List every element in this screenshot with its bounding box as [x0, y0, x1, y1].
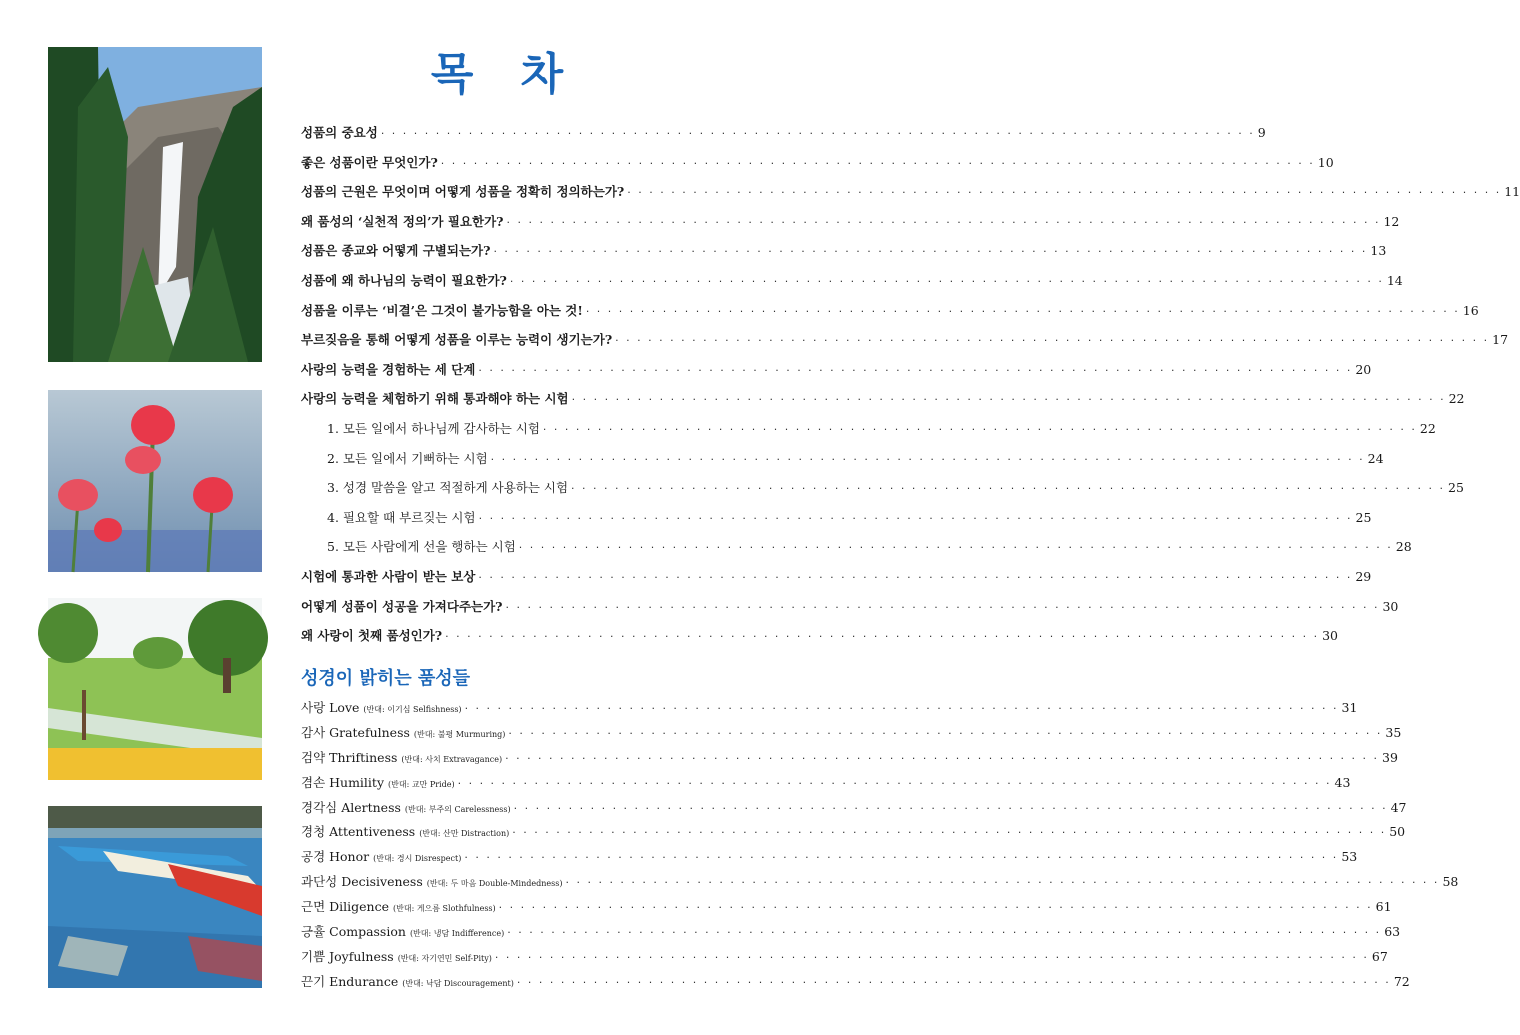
virtue-entry: [301, 870, 1459, 895]
toc-entry: [301, 532, 1412, 562]
toc-entry: [301, 355, 1372, 385]
toc-entry-page: 22: [1419, 420, 1436, 436]
virtue-opposite: (반대: 자기연민 Self-Pity): [397, 953, 492, 963]
virtue-opposite: (반대: 사치 Extravagance): [401, 754, 503, 764]
virtue-opposite: (반대: 불평 Murmuring): [413, 729, 506, 739]
virtue-entry: [301, 746, 1398, 771]
toc-entry-title: 3. 성경 말씀을 알고 적절하게 사용하는 시험: [327, 480, 569, 496]
toc-entry-page: 22: [1448, 391, 1465, 407]
virtue-page: 53: [1341, 849, 1358, 865]
virtue-name: 감사 Gratefulness: [301, 724, 410, 740]
toc-entry-page: 17: [1492, 332, 1509, 348]
dot-leader: · · · · · · · · · · · · · · · · · · · · · · · · · · · · · · · · · · · · · · · · · · · · · · · · · · · · · · · · · · · · · · · · · · · · · · · · · · · · · · · ·: [380, 127, 1255, 140]
dot-leader: · · · · · · · · · · · · · · · · · · · · · · · · · · · · · · · · · · · · · · · · · · · · · · · · · · · · · · · · · · · · · · · · · · · · · · · · · · · · · · · ·: [506, 215, 1381, 229]
canoes-photo: [48, 806, 262, 988]
toc-entry-title: 성품에 왜 하나님의 능력이 필요한가?: [301, 272, 507, 288]
virtue-page: 72: [1393, 973, 1410, 989]
toc-entry-page: 30: [1382, 598, 1399, 614]
virtue-name: 근면 Diligence: [301, 899, 389, 915]
toc-entry-page: 25: [1448, 480, 1464, 496]
virtue-entry: [301, 895, 1392, 920]
dot-leader: · · · · · · · · · · · · · · · · · · · · · · · · · · · · · · · · · · · · · · · · · · · · · · · · · · · · · · · · · · · · · · · · · · · · · · · · · · · · · · · ·: [505, 751, 1380, 765]
dot-leader: · · · · · · · · · · · · · · · · · · · · · · · · · · · · · · · · · · · · · · · · · · · · · · · · · · · · · · · · · · · · · · · · · · · · · · · · · · · · · · · ·: [615, 334, 1490, 348]
virtue-name: 검약 Thriftiness: [301, 749, 398, 765]
virtue-entry: [301, 721, 1402, 746]
dot-leader: · · · · · · · · · · · · · · · · · · · · · · · · · · · · · · · · · · · · · · · · · · · · · · · · · · · · · · · · · · · · · · · · · · · · · · · · · · · · · · · ·: [490, 452, 1365, 466]
toc-entry-page: 25: [1355, 509, 1372, 525]
dot-leader: · · · · · · · · · · · · · · · · · · · · · · · · · · · · · · · · · · · · · · · · · · · · · · · · · · · · · · · · · · · · · · · · · · · · · · · · · · · · · · · ·: [464, 851, 1339, 865]
dot-leader: · · · · · · · · · · · · · · · · · · · · · · · · · · · · · · · · · · · · · · · · · · · · · · · · · · · · · · · · · · · · · · · · · · · · · · · · · · · · · · · ·: [542, 422, 1417, 436]
dot-leader: · · · · · · · · · · · · · · · · · · · · · · · · · · · · · · · · · · · · · · · · · · · · · · · · · · · · · · · · · · · · · · · · · · · · · · · · · · · · · · · ·: [498, 901, 1373, 915]
toc-entry: [301, 207, 1400, 237]
virtue-name: 사랑 Love: [301, 700, 360, 715]
toc-entry-title: 성품을 이루는 ‘비결’은 그것이 불가능함을 아는 것!: [301, 302, 583, 318]
toc-entry-title: 성품의 근원은 무엇이며 어떻게 성품을 정확히 정의하는가?: [301, 184, 625, 200]
virtue-page: 67: [1371, 948, 1388, 964]
virtue-name: 과단성 Decisiveness: [301, 874, 423, 890]
dot-leader: · · · · · · · · · · · · · · · · · · · · · · · · · · · · · · · · · · · · · · · · · · · · · · · · · · · · · · · · · · · · · · · · · · · · · · · · · · · · · · · ·: [508, 726, 1383, 740]
virtue-page: 58: [1442, 874, 1459, 890]
toc-entry-title: 2. 모든 일에서 기뻐하는 시험: [327, 450, 488, 466]
table-of-contents: [301, 118, 1520, 651]
red-flowers-photo: [48, 390, 262, 572]
toc-entry-page: 12: [1383, 213, 1400, 229]
dot-leader: · · · · · · · · · · · · · · · · · · · · · · · · · · · · · · · · · · · · · · · · · · · · · · · · · · · · · · · · · · · · · · · · · · · · · · · · · · · · · · · ·: [585, 304, 1460, 318]
virtue-page: 43: [1334, 774, 1351, 790]
toc-entry-title: 성품은 종교와 어떻게 구별되는가?: [301, 243, 491, 259]
virtue-name: 끈기 Endurance: [301, 973, 399, 989]
virtue-entry: [301, 920, 1401, 945]
toc-entry-page: 13: [1370, 243, 1387, 259]
waterfall-photo: [48, 47, 262, 362]
dot-leader: · · · · · · · · · · · · · · · · · · · · · · · · · · · · · · · · · · · · · · · · · · · · · · · · · · · · · · · · · · · · · · · · · · · · · · · · · · · · · · · ·: [565, 876, 1440, 890]
dot-leader: · · · · · · · · · · · · · · · · · · · · · · · · · · · · · · · · · · · · · · · · · · · · · · · · · · · · · · · · · · · · · · · · · · · · · · · · · · · · · · · ·: [512, 826, 1387, 840]
toc-entry: [301, 384, 1465, 414]
virtue-opposite: (반대: 냉담 Indifference): [409, 929, 505, 939]
virtue-page: 50: [1389, 824, 1406, 840]
toc-entry-page: 14: [1386, 272, 1403, 288]
dot-leader: · · · · · · · · · · · · · · · · · · · · · · · · · · · · · · · · · · · · · · · · · · · · · · · · · · · · · · · · · · · · · · · · · · · · · · · · · · · · · · · ·: [493, 245, 1368, 259]
virtue-name: 긍휼 Compassion: [301, 924, 406, 940]
virtue-name: 공경 Honor: [301, 849, 370, 865]
dot-leader: · · · · · · · · · · · · · · · · · · · · · · · · · · · · · · · · · · · · · · · · · · · · · · · · · · · · · · · · · · · · · · · · · · · · · · · · · · · · · · · ·: [513, 801, 1388, 815]
toc-entry-title: 성품의 중요성: [301, 125, 378, 140]
dot-leader: · · · · · · · · · · · · · · · · · · · · · · · · · · · · · · · · · · · · · · · · · · · · · · · · · · · · · · · · · · · · · · · · · · · · · · · · · · · · · · · ·: [464, 702, 1339, 715]
toc-entry-page: 16: [1462, 302, 1479, 318]
toc-entry: [301, 148, 1334, 178]
virtue-page: 61: [1375, 899, 1392, 915]
toc-entry-page: 24: [1367, 450, 1384, 466]
toc-entry: [301, 503, 1372, 533]
virtue-opposite: (반대: 산만 Distraction): [419, 829, 510, 839]
virtue-name: 겸손 Humility: [301, 774, 385, 790]
virtue-page: 63: [1384, 924, 1401, 940]
toc-entry-page: 30: [1322, 628, 1339, 644]
dot-leader: · · · · · · · · · · · · · · · · · · · · · · · · · · · · · · · · · · · · · · · · · · · · · · · · · · · · · · · · · · · · · · · · · · · · · · · · · · · · · · · ·: [627, 186, 1502, 200]
dot-leader: · · · · · · · · · · · · · · · · · · · · · · · · · · · · · · · · · · · · · · · · · · · · · · · · · · · · · · · · · · · · · · · · · · · · · · · · · · · · · · · ·: [478, 570, 1353, 584]
virtue-name: 기쁨 Joyfulness: [301, 948, 394, 964]
dot-leader: · · · · · · · · · · · · · · · · · · · · · · · · · · · · · · · · · · · · · · · · · · · · · · · · · · · · · · · · · · · · · · · · · · · · · · · · · · · · · · · ·: [445, 630, 1320, 644]
toc-entry-page: 29: [1355, 568, 1372, 584]
dot-leader: · · · · · · · · · · · · · · · · · · · · · · · · · · · · · · · · · · · · · · · · · · · · · · · · · · · · · · · · · · · · · · · · · · · · · · · · · · · · · · · ·: [509, 274, 1384, 288]
toc-entry: [301, 296, 1479, 326]
meadow-photo: [48, 598, 262, 780]
virtue-opposite: (반대: 두 마음 Double-Mindedness): [426, 879, 563, 889]
toc-entry: [301, 414, 1436, 444]
virtue-entry: [301, 771, 1351, 796]
virtue-entry: [301, 845, 1358, 870]
dot-leader: · · · · · · · · · · · · · · · · · · · · · · · · · · · · · · · · · · · · · · · · · · · · · · · · · · · · · · · · · · · · · · · · · · · · · · · · · · · · · · · ·: [478, 363, 1353, 377]
toc-entry-title: 부르짖음을 통해 어떻게 성품을 이루는 능력이 생기는가?: [301, 332, 613, 348]
toc-entry: [301, 562, 1372, 592]
virtue-page: 39: [1382, 749, 1398, 765]
dot-leader: · · · · · · · · · · · · · · · · · · · · · · · · · · · · · · · · · · · · · · · · · · · · · · · · · · · · · · · · · · · · · · · · · · · · · · · · · · · · · · · ·: [518, 541, 1393, 555]
virtue-page: 35: [1385, 724, 1402, 740]
toc-entry: [301, 177, 1520, 207]
virtue-entry: [301, 820, 1406, 845]
toc-entry: [301, 118, 1266, 148]
toc-entry-page: 9: [1257, 125, 1266, 140]
virtue-entry: [301, 945, 1388, 970]
dot-leader: · · · · · · · · · · · · · · · · · · · · · · · · · · · · · · · · · · · · · · · · · · · · · · · · · · · · · · · · · · · · · · · · · · · · · · · · · · · · · · · ·: [440, 156, 1315, 170]
toc-entry-title: 왜 사랑이 첫째 품성인가?: [301, 628, 443, 644]
toc-entry: [301, 621, 1339, 651]
virtue-opposite: (반대: 낙담 Discouragement): [402, 978, 514, 988]
toc-entry-page: 11: [1504, 184, 1520, 200]
virtue-name: 경청 Attentiveness: [301, 824, 416, 840]
dot-leader: · · · · · · · · · · · · · · · · · · · · · · · · · · · · · · · · · · · · · · · · · · · · · · · · · · · · · · · · · · · · · · · · · · · · · · · · · · · · · · · ·: [507, 926, 1382, 940]
virtue-entry: [301, 696, 1358, 721]
virtue-entry: [301, 970, 1410, 995]
toc-entry-title: 왜 품성의 ‘실천적 정의’가 필요한가?: [301, 213, 504, 229]
toc-entry-title: 시험에 통과한 사람이 받는 보상: [301, 568, 476, 584]
toc-entry-title: 어떻게 성품이 성공을 가져다주는가?: [301, 598, 503, 614]
toc-entry-title: 좋은 성품이란 무엇인가?: [301, 154, 438, 170]
dot-leader: · · · · · · · · · · · · · · · · · · · · · · · · · · · · · · · · · · · · · · · · · · · · · · · · · · · · · · · · · · · · · · · · · · · · · · · · · · · · · · · ·: [494, 950, 1369, 964]
dot-leader: · · · · · · · · · · · · · · · · · · · · · · · · · · · · · · · · · · · · · · · · · · · · · · · · · · · · · · · · · · · · · · · · · · · · · · · · · · · · · · · ·: [457, 776, 1332, 790]
dot-leader: · · · · · · · · · · · · · · · · · · · · · · · · · · · · · · · · · · · · · · · · · · · · · · · · · · · · · · · · · · · · · · · · · · · · · · · · · · · · · · · ·: [505, 600, 1380, 614]
virtue-entry: [301, 796, 1407, 821]
virtue-opposite: (반대: 이기심 Selfishness): [363, 705, 462, 714]
page-title: 목 차: [430, 49, 580, 100]
virtue-opposite: (반대: 부주의 Carelessness): [404, 804, 511, 814]
virtue-opposite: (반대: 경시 Disrespect): [373, 854, 462, 864]
toc-entry-title: 5. 모든 사람에게 선을 행하는 시험: [327, 539, 516, 555]
toc-entry-title: 사랑의 능력을 경험하는 세 단계: [301, 361, 476, 377]
virtue-opposite: (반대: 교만 Pride): [388, 779, 455, 789]
dot-leader: · · · · · · · · · · · · · · · · · · · · · · · · · · · · · · · · · · · · · · · · · · · · · · · · · · · · · · · · · · · · · · · · · · · · · · · · · · · · · · · ·: [571, 393, 1446, 407]
toc-entry-page: 10: [1317, 154, 1334, 170]
toc-entry-title: 사랑의 능력을 체험하기 위해 통과해야 하는 시험: [301, 391, 569, 407]
dot-leader: · · · · · · · · · · · · · · · · · · · · · · · · · · · · · · · · · · · · · · · · · · · · · · · · · · · · · · · · · · · · · · · · · · · · · · · · · · · · · · · ·: [478, 511, 1353, 525]
virtue-name: 경각심 Alertness: [301, 799, 401, 815]
virtues-list: [301, 696, 1459, 995]
toc-entry: [301, 325, 1509, 355]
toc-entry: [301, 236, 1387, 266]
virtue-opposite: (반대: 게으름 Slothfulness): [393, 904, 496, 914]
virtue-page: 47: [1390, 799, 1407, 815]
toc-entry: [301, 473, 1464, 503]
toc-entry: [301, 592, 1399, 622]
toc-entry-title: 4. 필요할 때 부르짖는 시험: [327, 509, 476, 525]
virtue-page: 31: [1341, 700, 1358, 715]
toc-entry-page: 20: [1355, 361, 1372, 377]
toc-entry: [301, 444, 1384, 474]
toc-entry-page: 28: [1395, 539, 1412, 555]
toc-entry: [301, 266, 1403, 296]
dot-leader: · · · · · · · · · · · · · · · · · · · · · · · · · · · · · · · · · · · · · · · · · · · · · · · · · · · · · · · · · · · · · · · · · · · · · · · · · · · · · · · ·: [516, 975, 1391, 989]
dot-leader: · · · · · · · · · · · · · · · · · · · · · · · · · · · · · · · · · · · · · · · · · · · · · · · · · · · · · · · · · · · · · · · · · · · · · · · · · · · · · · · ·: [571, 482, 1446, 496]
toc-entry-title: 1. 모든 일에서 하나님께 감사하는 시험: [327, 420, 540, 436]
section-title: 성경이 밝히는 품성들: [301, 668, 471, 689]
